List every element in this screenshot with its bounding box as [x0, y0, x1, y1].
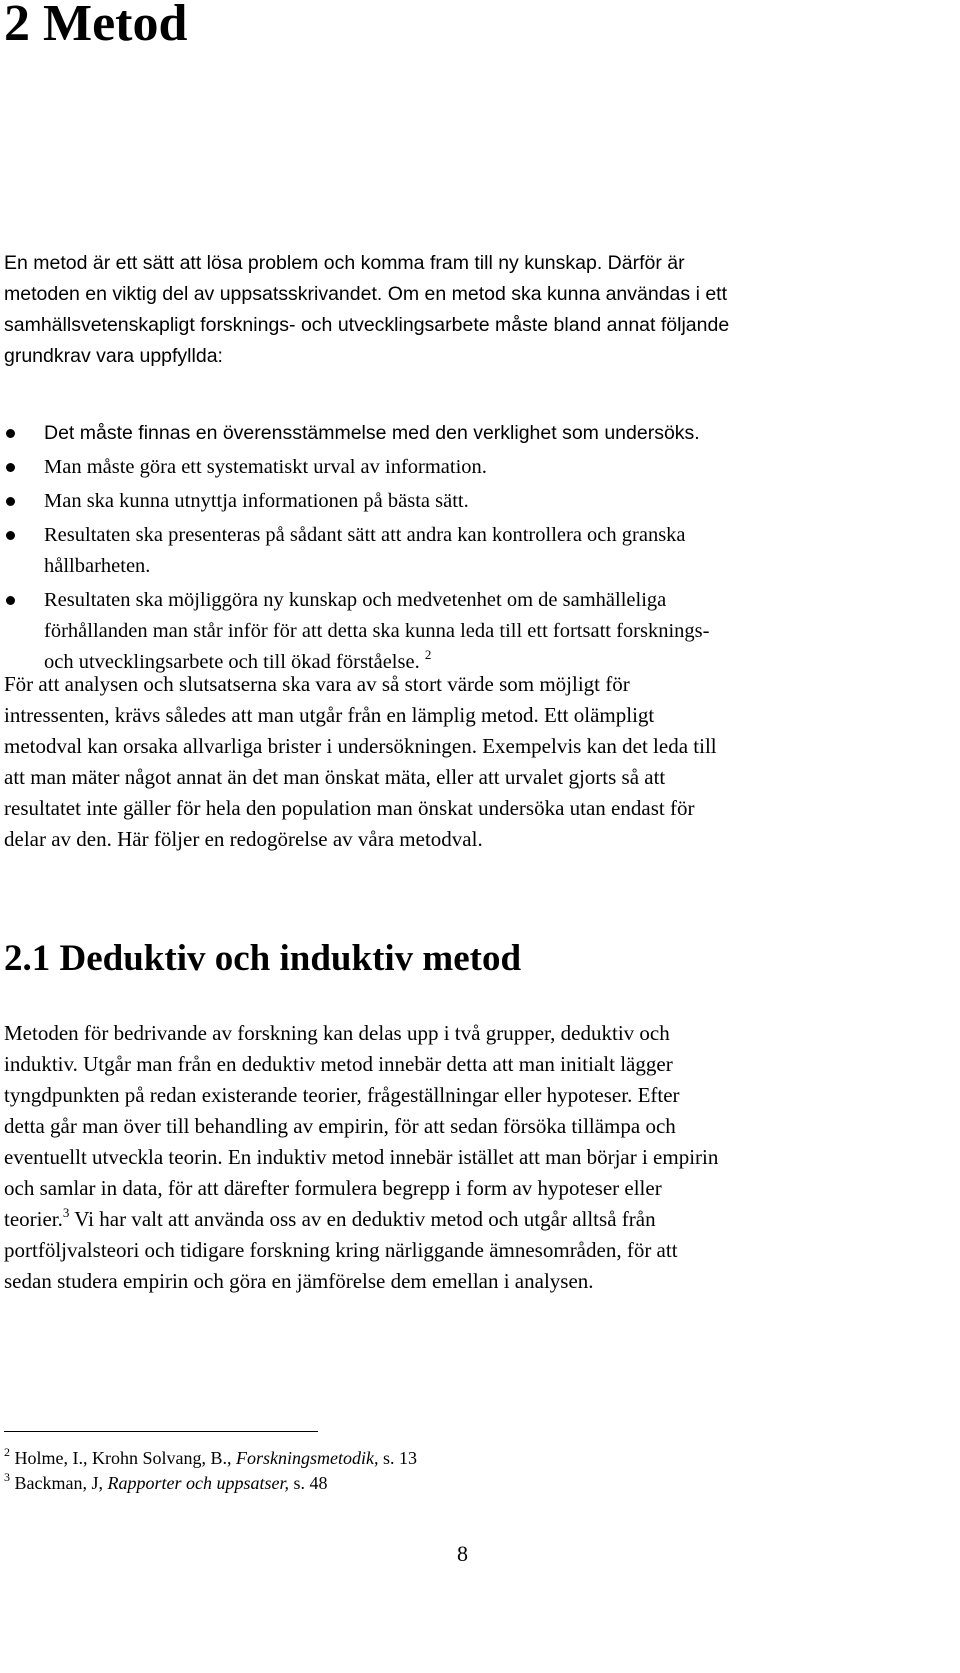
bullet-icon — [6, 497, 15, 506]
footnote — [4, 1471, 328, 1495]
list-item — [0, 585, 950, 678]
paragraph-line: Metoden för bedrivande av forskning kan delas upp i två grupper, deduktiv och — [4, 1021, 670, 1045]
list-item-text: förhållanden man står inför för att detta ska kunna leda till ett fortsatt forsknings- — [44, 620, 710, 642]
requirements-list — [0, 418, 950, 681]
paragraph-line: resultatet inte gäller för hela den population man önskat undersöka utan endast för — [4, 796, 695, 820]
bullet-icon — [6, 596, 15, 605]
footnote-reference[interactable]: 2 — [424, 647, 432, 662]
paragraph-line: sedan studera empirin och göra en jämförelse dem emellan i analysen. — [4, 1269, 594, 1293]
paragraph-line: att man mäter något annat än det man önskat mäta, eller att urvalet gjorts så att — [4, 765, 666, 789]
list-item-text: Man ska kunna utnyttja informationen på bästa sätt. — [44, 490, 469, 512]
list-item-text: Det måste finnas en överensstämmelse med den verklighet som undersöks. — [44, 422, 700, 444]
list-item — [0, 486, 950, 517]
footnote-page: s. 48 — [288, 1473, 328, 1493]
footnote-number: 2 — [4, 1445, 10, 1459]
footnote-author: Backman, J, — [14, 1473, 108, 1493]
paragraph-line: eventuellt utveckla teorin. En induktiv metod innebär istället att man börjar i empirin — [4, 1145, 719, 1169]
footnote-book-title: Forskningsmetodik, — [235, 1448, 379, 1468]
footnote-page: s. 13 — [378, 1448, 417, 1468]
paragraph-line: intressenten, krävs således att man utgår från en lämplig metod. Ett olämpligt — [4, 703, 655, 727]
footnote-number: 3 — [4, 1470, 10, 1484]
paragraph-text-segment: Vi har valt att använda oss av en deduktiv metod och utgår alltså från — [69, 1207, 656, 1231]
chapter-title: 2 Metod — [4, 0, 188, 52]
paragraph-line: delar av den. Här följer en redogörelse av våra metodval. — [4, 827, 483, 851]
paragraph-line: tyngdpunkten på redan existerande teorier, frågeställningar eller hypoteser. Efter — [4, 1083, 680, 1107]
footnote-author: Holme, I., Krohn Solvang, B., — [14, 1448, 236, 1468]
paragraph-line: induktiv. Utgår man från en deduktiv metod innebär detta att man initialt lägger — [4, 1052, 673, 1076]
intro-line: samhällsvetenskapligt forsknings- och utvecklingsarbete måste bland annat följande — [4, 314, 730, 336]
list-item — [0, 418, 950, 449]
method-paragraph — [4, 1018, 954, 1297]
bullet-icon — [6, 463, 15, 472]
section-title: 2.1 Deduktiv och induktiv metod — [4, 938, 522, 979]
footnote-reference[interactable]: 3 — [62, 1205, 70, 1220]
intro-line: En metod är ett sätt att lösa problem och komma fram till ny kunskap. Därför är — [4, 252, 685, 274]
footnote — [4, 1446, 417, 1470]
page-number: 8 — [457, 1541, 468, 1566]
analysis-paragraph — [4, 669, 954, 855]
list-item-text: hållbarheten. — [44, 555, 151, 577]
paragraph-line: portföljvalsteori och tidigare forskning kring närliggande ämnesområden, för att — [4, 1238, 678, 1262]
paragraph-line: och samlar in data, för att därefter formulera begrepp i form av hypoteser eller — [4, 1176, 662, 1200]
list-item — [0, 520, 950, 582]
bullet-icon — [6, 429, 15, 438]
intro-paragraph — [4, 248, 944, 372]
list-item-text: Resultaten ska möjliggöra ny kunskap och medvetenhet om de samhälleliga — [44, 589, 667, 611]
paragraph-line — [4, 1204, 954, 1235]
list-item-text: Resultaten ska presenteras på sådant sätt att andra kan kontrollera och granska — [44, 524, 686, 546]
list-item-text: Man måste göra ett systematiskt urval av information. — [44, 456, 487, 478]
footnote-divider — [4, 1431, 318, 1432]
list-item-text-segment: och utvecklingsarbete och till ökad förståelse. — [44, 651, 425, 673]
list-item — [0, 452, 950, 483]
paragraph-line: För att analysen och slutsatserna ska vara av så stort värde som möjligt för — [4, 672, 630, 696]
paragraph-line: metodval kan orsaka allvarliga brister i undersökningen. Exempelvis kan det leda till — [4, 734, 717, 758]
bullet-icon — [6, 531, 15, 540]
intro-line: metoden en viktig del av uppsatsskrivandet. Om en metod ska kunna användas i ett — [4, 283, 727, 305]
footnote-book-title: Rapporter och uppsatser, — [107, 1473, 289, 1493]
paragraph-text-segment: teorier. — [4, 1207, 63, 1231]
paragraph-line: detta går man över till behandling av empirin, för att sedan försöka tillämpa och — [4, 1114, 676, 1138]
intro-line: grundkrav vara uppfyllda: — [4, 345, 223, 367]
